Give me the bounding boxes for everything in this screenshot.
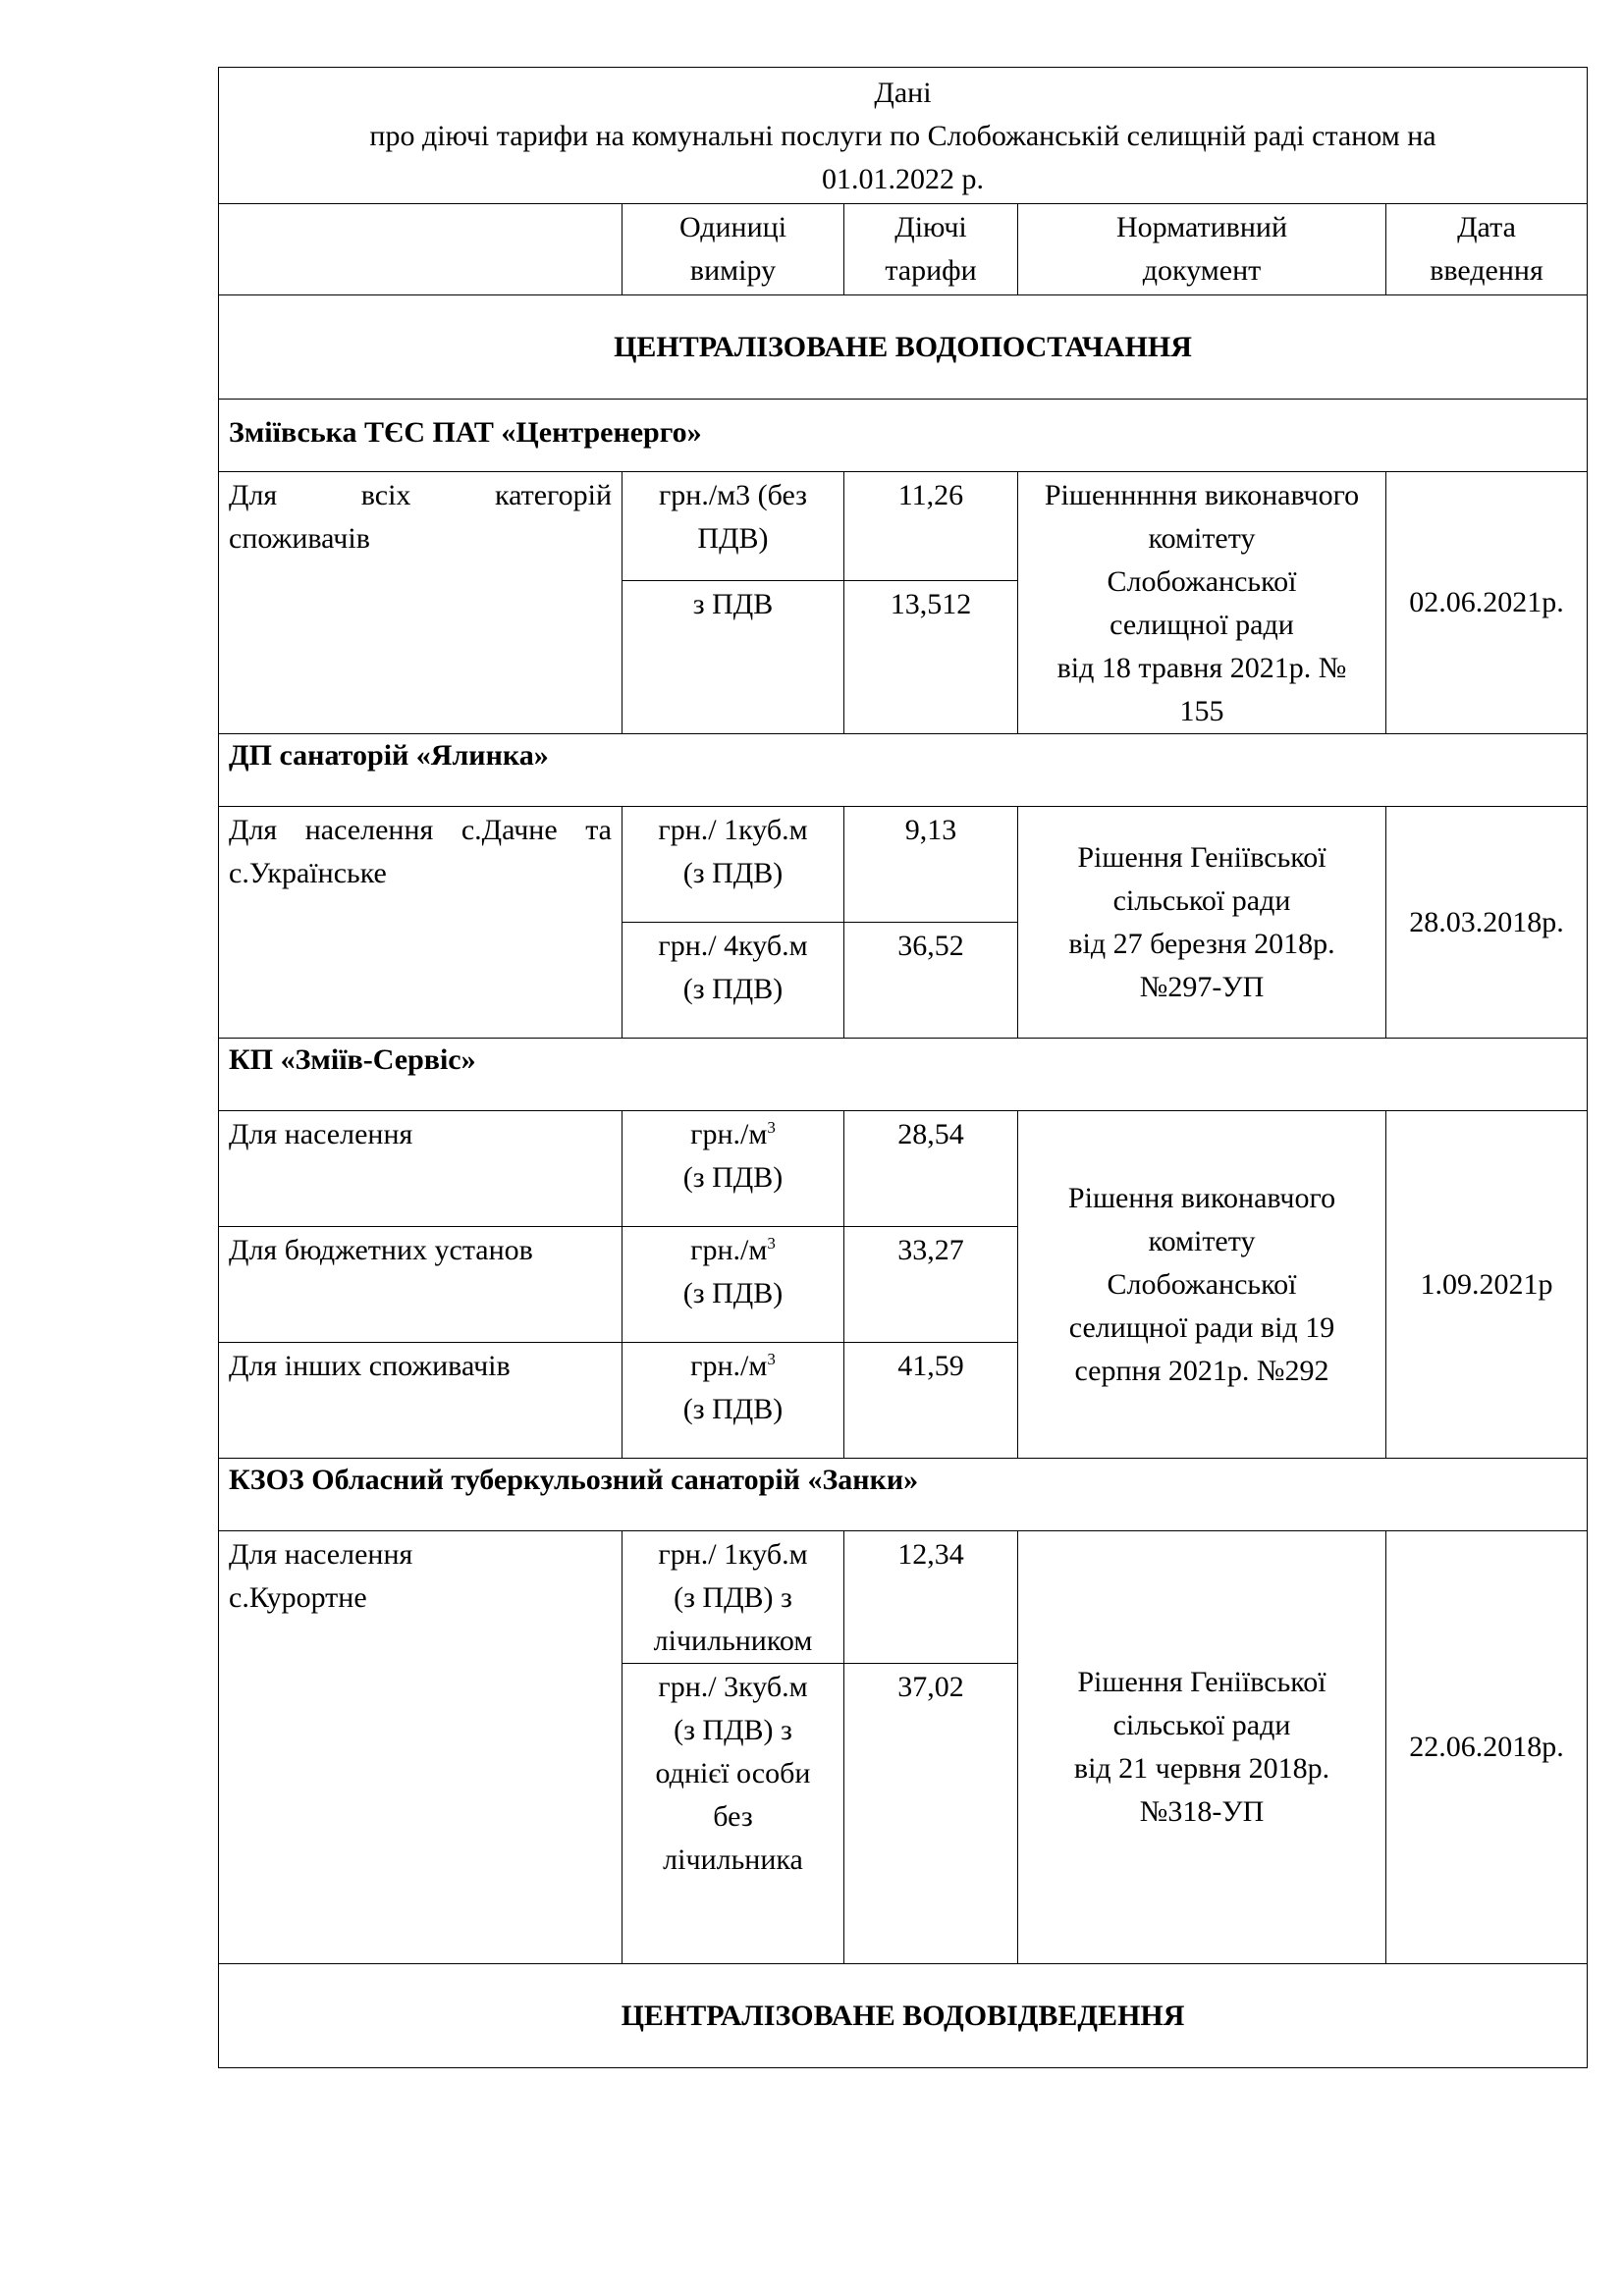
unit-line-1: грн./ 1куб.м <box>658 814 808 846</box>
section-title-water-supply: ЦЕНТРАЛІЗОВАНЕ ВОДОПОСТАЧАННЯ <box>219 295 1588 400</box>
document-line-4: №318-УП <box>1139 1795 1265 1828</box>
header-empty-cell <box>219 204 623 295</box>
tariff-value: 12,34 <box>844 1531 1018 1664</box>
consumer-line-1: Для населення <box>229 1538 413 1571</box>
unit-cell <box>623 923 844 1039</box>
document-line-4: №297-УП <box>1139 970 1265 1003</box>
title-line-1: Дані <box>874 77 932 109</box>
unit-cell <box>623 807 844 923</box>
org-row <box>219 400 1588 472</box>
unit-cell <box>623 1111 844 1227</box>
unit-line-2: (з ПДВ) з <box>674 1714 792 1746</box>
consumer-line-2: с.Курортне <box>229 1581 367 1614</box>
org-name-zmiiv-tes: Зміївська ТЄС ПАТ «Центренерго» <box>219 400 1588 472</box>
document-line-2: сільської ради <box>1112 1709 1291 1741</box>
effective-date: 1.09.2021р <box>1386 1111 1588 1459</box>
unit-line-2: ПДВ) <box>697 522 769 555</box>
document-line-4: селищної ради від 19 <box>1068 1310 1335 1344</box>
unit-superscript: 3 <box>767 1350 776 1368</box>
header-document-line-2: документ <box>1142 254 1262 287</box>
tariff-document <box>218 67 1587 2068</box>
consumer-line-2: споживачів <box>229 522 370 555</box>
unit-line-1: грн./ 4куб.м <box>658 930 808 962</box>
normative-document <box>1018 472 1386 734</box>
org-row <box>219 734 1588 807</box>
org-name-zmiiv-servis: КП «Зміїв-Сервіс» <box>219 1039 1588 1111</box>
unit-cell <box>623 580 844 733</box>
tariff-row <box>219 807 1588 923</box>
document-line-3: від 21 червня 2018р. <box>1073 1752 1330 1785</box>
section-row <box>219 1964 1588 2068</box>
consumer-cell: Для інших споживачів <box>219 1343 623 1459</box>
unit-line-2: (з ПДВ) <box>682 973 784 1005</box>
unit-line-1 <box>632 1229 834 1272</box>
header-date <box>1386 204 1588 295</box>
tariff-row <box>219 472 1588 581</box>
document-line-3: Слобожанської <box>1107 1267 1297 1301</box>
unit-line-2: (з ПДВ) <box>682 857 784 889</box>
header-date-line-1: Дата <box>1457 211 1516 243</box>
unit-line-2: (з ПДВ) <box>682 1393 784 1425</box>
unit-superscript: 3 <box>767 1234 776 1253</box>
unit-base: грн./м <box>690 1350 768 1382</box>
unit-line-3: лічильником <box>653 1625 813 1657</box>
header-row <box>219 204 1588 295</box>
unit-line-1: грн./ 3куб.м <box>658 1671 808 1703</box>
unit-cell <box>623 1227 844 1343</box>
unit-line-1 <box>632 1345 834 1388</box>
unit-line-3: однієї особи <box>655 1757 811 1789</box>
org-name-zanky: КЗОЗ Обласний туберкульозний санаторій «Занки» <box>219 1459 1588 1531</box>
consumer-line-1: Для населення с.Дачне та <box>229 814 612 846</box>
tariff-value: 41,59 <box>844 1343 1018 1459</box>
unit-cell <box>623 1531 844 1664</box>
tariff-value: 36,52 <box>844 923 1018 1039</box>
unit-base: грн./м <box>690 1234 768 1266</box>
header-tariffs <box>844 204 1018 295</box>
unit-line-5: лічильника <box>663 1843 803 1876</box>
unit-cell <box>623 1343 844 1459</box>
consumer-cell: Для населення <box>219 1111 623 1227</box>
document-line-6: 155 <box>1179 695 1224 727</box>
header-tariffs-line-2: тарифи <box>885 254 977 287</box>
org-row <box>219 1459 1588 1531</box>
document-line-2: комітету <box>1148 522 1256 555</box>
unit-line-1: з ПДВ <box>692 587 774 620</box>
section-title-water-disposal: ЦЕНТРАЛІЗОВАНЕ ВОДОВІДВЕДЕННЯ <box>219 1964 1588 2068</box>
document-line-2: комітету <box>1148 1224 1256 1257</box>
tariff-value: 28,54 <box>844 1111 1018 1227</box>
document-title <box>219 68 1588 204</box>
header-date-line-2: введення <box>1430 254 1543 287</box>
header-document <box>1018 204 1386 295</box>
tariff-row <box>219 1531 1588 1664</box>
consumer-cell <box>219 472 623 734</box>
unit-line-1: грн./м3 (без <box>658 479 808 511</box>
org-name-yalynka: ДП санаторій «Ялинка» <box>219 734 1588 807</box>
unit-superscript: 3 <box>767 1118 776 1137</box>
document-line-3: від 27 березня 2018р. <box>1068 927 1335 960</box>
document-line-3: Слобожанської <box>1107 565 1297 598</box>
normative-document <box>1018 807 1386 1039</box>
tariff-value: 9,13 <box>844 807 1018 923</box>
consumer-cell <box>219 807 623 1039</box>
effective-date: 22.06.2018р. <box>1386 1531 1588 1964</box>
unit-line-2: (з ПДВ) <box>682 1161 784 1194</box>
document-line-1: Рішення Геніївської <box>1077 1666 1326 1698</box>
document-line-1: Рішення Геніївської <box>1077 840 1326 874</box>
header-units-line-1: Одиниці <box>678 211 787 243</box>
document-line-5: серпня 2021р. №292 <box>1074 1354 1329 1387</box>
title-line-3: 01.01.2022 р. <box>822 163 984 195</box>
document-line-5: від 18 травня 2021р. № <box>1056 652 1347 684</box>
unit-line-1: грн./ 1куб.м <box>658 1538 808 1571</box>
document-line-1: Рішення виконавчого <box>1067 1181 1336 1214</box>
document-line-2: сільської ради <box>1112 883 1291 917</box>
tariff-value: 33,27 <box>844 1227 1018 1343</box>
tariff-value: 11,26 <box>844 472 1018 581</box>
normative-document <box>1018 1531 1386 1964</box>
unit-line-4: без <box>713 1800 753 1833</box>
unit-line-2: (з ПДВ) з <box>674 1581 792 1614</box>
unit-cell <box>623 472 844 581</box>
tariff-value: 13,512 <box>844 580 1018 733</box>
normative-document <box>1018 1111 1386 1459</box>
consumer-line-1: Для всіх категорій <box>229 479 612 511</box>
consumer-line-2: с.Українське <box>229 857 387 889</box>
unit-line-1 <box>632 1113 834 1156</box>
title-line-2: про діючі тарифи на комунальні послуги по Слобожанській селищній раді станом на <box>369 120 1436 152</box>
tariff-table <box>218 67 1588 2068</box>
title-row <box>219 68 1588 204</box>
org-row <box>219 1039 1588 1111</box>
document-line-1: Рішенннння виконавчого <box>1044 479 1360 511</box>
header-tariffs-line-1: Діючі <box>894 211 967 243</box>
tariff-value: 37,02 <box>844 1664 1018 1964</box>
unit-line-2: (з ПДВ) <box>682 1277 784 1309</box>
section-row <box>219 295 1588 400</box>
header-units-line-2: виміру <box>689 254 777 287</box>
effective-date: 02.06.2021р. <box>1386 472 1588 734</box>
document-line-4: селищної ради <box>1110 609 1294 641</box>
header-document-line-1: Нормативний <box>1115 211 1288 243</box>
consumer-cell <box>219 1531 623 1964</box>
unit-cell <box>623 1664 844 1964</box>
effective-date: 28.03.2018р. <box>1386 807 1588 1039</box>
header-units <box>623 204 844 295</box>
tariff-row <box>219 1111 1588 1227</box>
unit-base: грн./м <box>690 1118 768 1150</box>
consumer-cell: Для бюджетних установ <box>219 1227 623 1343</box>
